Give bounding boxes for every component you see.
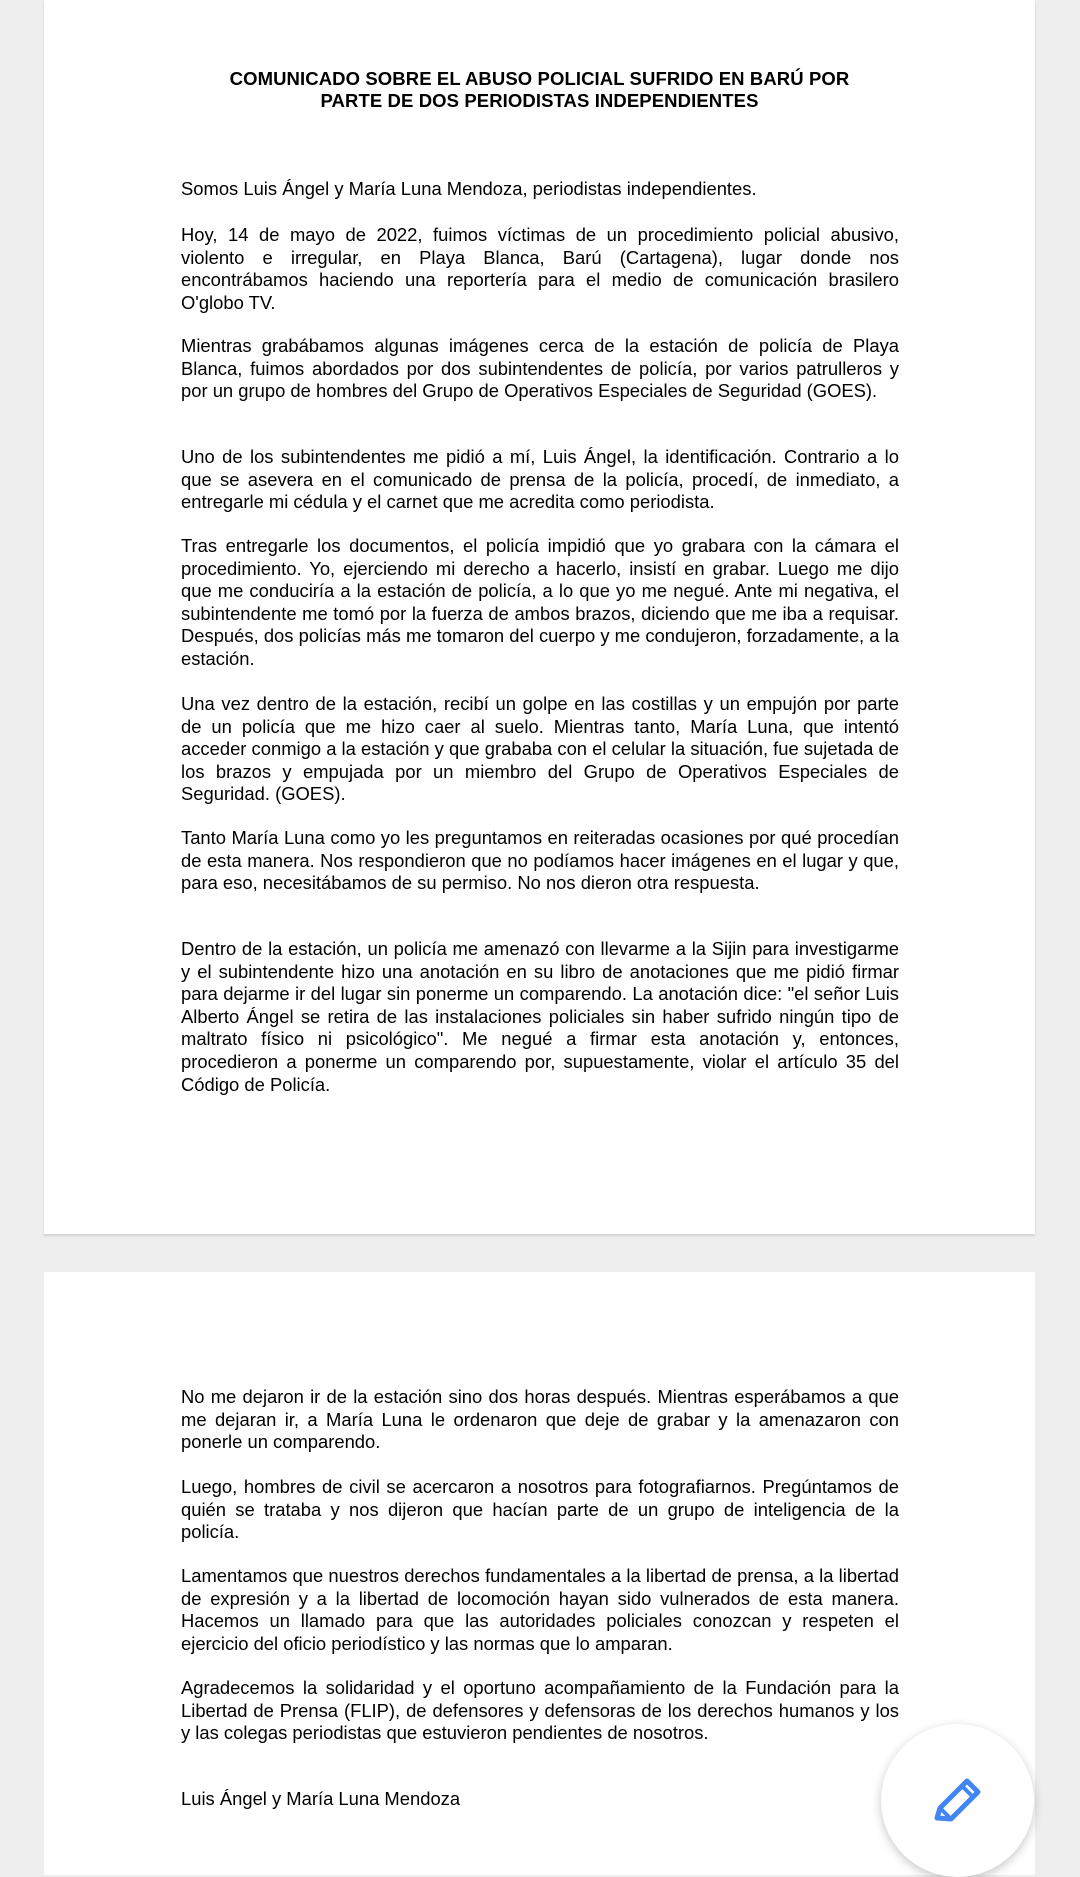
- paragraph-identification: Uno de los subintendentes me pidió a mí, Luis Ángel, la identificación. Contrario a lo que se asevera en el comunicado de prensa de la policía, procedí, de inmediato, a entregarle mi cédula y el carnet que me acredita como periodista.: [181, 446, 899, 513]
- paragraph-rights: Lamentamos que nuestros derechos fundamentales a la libertad de prensa, a la libertad de expresión y a la libertad de locomoción hayan sido vulnerados de esta manera. Hacemos un llamado para que las autoridades policiales conozcan y respeten el ejercicio del oficio periodístico y las normas que lo amparan.: [181, 1565, 899, 1654]
- paragraph-annotation: Dentro de la estación, un policía me amenazó con llevarme a la Sijin para investigarme y el subintendente hizo una anotación en su libro de anotaciones que me pidió firmar para dejarme ir del lugar sin ponerme un comparendo. La anotación dice: "el señor Luis Alberto Ángel se retira de las instalaciones policiales sin haber sufrido ningún tipo de maltrato físico ni psicológico". Me negué a firmar esta anotación y, entonces, procedieron a ponerme un comparendo por, supuestamente, violar el artículo 35 del Código de Policía.: [181, 938, 899, 1095]
- paragraph-release: No me dejaron ir de la estación sino dos horas después. Mientras esperábamos a que me dejaran ir, a María Luna le ordenaron que deje de grabar y la amenazaron con ponerle un comparendo.: [181, 1386, 899, 1453]
- pencil-icon: [927, 1770, 989, 1832]
- title-line-2: PARTE DE DOS PERIODISTAS INDEPENDIENTES: [320, 90, 759, 111]
- edit-button[interactable]: [881, 1724, 1034, 1877]
- paragraph-photographs: Luego, hombres de civil se acercaron a nosotros para fotografiarnos. Pregúntamos de quién se trataba y nos dijeron que hacían parte de un grupo de inteligencia de la policía.: [181, 1476, 899, 1543]
- paragraph-questions: Tanto María Luna como yo les preguntamos en reiteradas ocasiones por qué procedían de esta manera. Nos respondieron que no podíamos hacer imágenes en el lugar y que, para eso, necesitábamos de su permiso. No nos dieron otra respuesta.: [181, 827, 899, 894]
- document-title: [44, 68, 1035, 112]
- paragraph-station: Una vez dentro de la estación, recibí un golpe en las costillas y un empujón por parte de un policía que me hizo caer al suelo. Mientras tanto, María Luna, que intentó acceder conmigo a la estación y que grababa con el celular la situación, fue sujetada de los brazos y empujada por un miembro del Grupo de Operativos Especiales de Seguridad. (GOES).: [181, 693, 899, 805]
- paragraph-approach: Mientras grabábamos algunas imágenes cerca de la estación de policía de Playa Blanca, fuimos abordados por dos subintendentes de policía, por varios patrulleros y por un grupo de hombres del Grupo de Operativos Especiales de Seguridad (GOES).: [181, 335, 899, 402]
- paragraph-date: Hoy, 14 de mayo de 2022, fuimos víctimas de un procedimiento policial abusivo, violento e irregular, en Playa Blanca, Barú (Cartagena), lugar donde nos encontrábamos haciendo una reportería para el medio de comunicación brasilero O'globo TV.: [181, 224, 899, 313]
- document-page-1: [44, 0, 1035, 1234]
- paragraph-intro: Somos Luis Ángel y María Luna Mendoza, periodistas independientes.: [181, 178, 757, 199]
- paragraph-thanks: Agradecemos la solidaridad y el oportuno acompañamiento de la Fundación para la Libertad de Prensa (FLIP), de defensores y defensoras de los derechos humanos y los y las colegas periodistas que estuvieron pendientes de nosotros.: [181, 1677, 899, 1744]
- title-line-1: COMUNICADO SOBRE EL ABUSO POLICIAL SUFRIDO EN BARÚ POR: [229, 68, 850, 89]
- paragraph-recording: Tras entregarle los documentos, el policía impidió que yo grabara con la cámara el procedimiento. Yo, ejerciendo mi derecho a hacerlo, insistí en grabar. Luego me dijo que me conduciría a la estación de policía, a lo que yo me negué. Ante mi negativa, el subintendente me tomó por la fuerza de ambos brazos, diciendo que me iba a requisar. Después, dos policías más me tomaron del cuerpo y me condujeron, forzadamente, a la estación.: [181, 535, 899, 669]
- signature: Luis Ángel y María Luna Mendoza: [181, 1788, 461, 1809]
